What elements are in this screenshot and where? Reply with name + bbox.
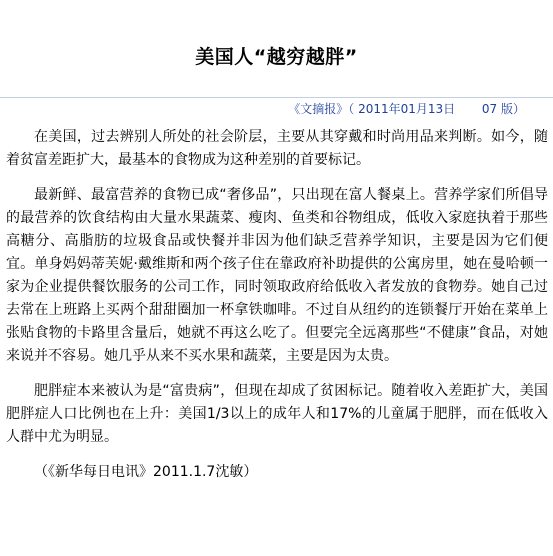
article-paragraph: 最新鲜、最富营养的食物已成“奢侈品”，只出现在富人餐桌上。营养学家们所倡导的最营养的饮食结构由大量水果蔬菜、瘦肉、鱼类和谷物组成，低收入家庭执着于那些高糖分、高脂肪的垃圾食品或快餐并非因为他们缺乏营养学知识，主要是因为它们便宜。单身妈妈蒂芙妮·戴维斯和两个孩子住在靠政府补助提供的公寓房里，她在曼哈顿一家为企业提供餐饮服务的公司工作，同时领取政府给低收入者发放的食物券。她自己过去常在上班路上买两个甜甜圈加一杯拿铁咖啡。不过自从纽约的连锁餐厅开始在菜单上张贴食物的卡路里含量后，她就不再这么吃了。但要完全远离那些“不健康”食品，对她来说并不容易。她几乎从来不买水果和蔬菜，主要是因为太贵。 <box>6 187 548 364</box>
source-name-link[interactable]: 文摘报 <box>300 102 337 116</box>
title-divider <box>0 97 553 98</box>
source-close-bracket: 》 <box>336 102 349 116</box>
page-close-bracket: ） <box>512 102 525 116</box>
article-credit: （《新华每日电讯》2011.1.7沈敏） <box>34 464 258 480</box>
article-title: 美国人“越穷越胖” <box>195 46 358 68</box>
article-body <box>6 126 548 496</box>
article-paragraph: 肥胖症本来被认为是“富贵病”，但现在却成了贫困标记。随着收入差距扩大，美国肥胖症人口比例也在上升：美国1/3以上的成年人和17%的儿童属于肥胖，而在低收入人群中尤为明显。 <box>6 383 548 445</box>
source-open-bracket: 《 <box>288 102 301 116</box>
article-paragraph: 在美国，过去辨别人所处的社会阶层，主要从其穿戴和时尚用品来判断。如今，随着贫富差距扩大，最基本的食物成为这种差别的首要标记。 <box>6 129 548 168</box>
source-line <box>0 101 525 117</box>
page-number-link[interactable]: 07 版 <box>481 102 513 116</box>
publish-date: （ 2011年01月13日 <box>348 102 459 116</box>
